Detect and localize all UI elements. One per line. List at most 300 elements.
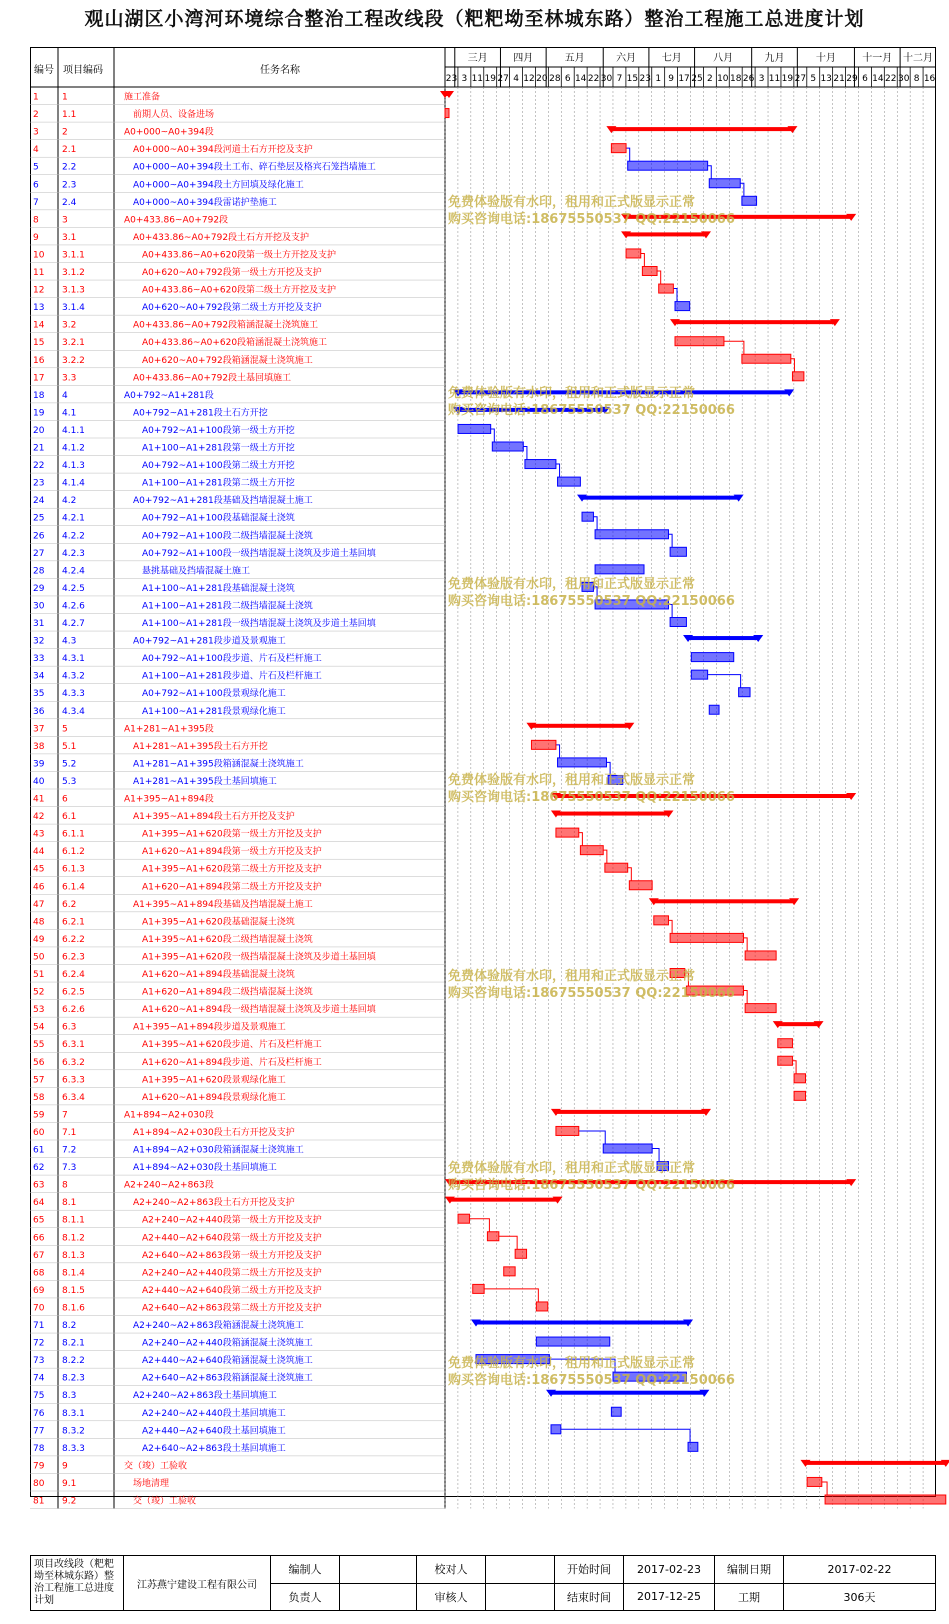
task-number: 48: [33, 917, 45, 928]
task-code: 3: [62, 215, 68, 226]
task-code: 4.2.1: [62, 513, 85, 524]
task-name: A1+395~A1+620段景观绿化施工: [142, 1075, 286, 1086]
dependency-link: [626, 148, 630, 161]
timescale-weeks: [445, 67, 936, 1509]
task-bar: [595, 600, 668, 609]
task-name: A0+000~A0+394段土工布、碎石垫层及格宾石笼挡墙施工: [133, 162, 376, 173]
task-code: 8: [62, 1180, 68, 1191]
page-title: 观山湖区小湾河环境综合整治工程改线段（粑粑坳至林城东路）整治工程施工总进度计划: [84, 8, 865, 30]
dependency-link: [685, 973, 689, 986]
month-label: 十一月: [862, 53, 893, 64]
task-code: 4.2.2: [62, 531, 85, 542]
task-number: 30: [33, 601, 45, 612]
task-name: A1+395~A1+620段步道、片石及栏杆施工: [142, 1040, 322, 1051]
task-bar: [551, 1425, 561, 1434]
task-name: A1+395~A1+894段土石方开挖及支护: [133, 812, 295, 823]
task-name: A2+240~A2+863段箱涵混凝土浇筑施工: [133, 1321, 304, 1331]
summary-bar: [458, 408, 605, 412]
task-bar: [778, 1039, 793, 1048]
task-code: 8.1.1: [62, 1215, 85, 1226]
task-name: A0+792~A1+281段步道及景观施工: [133, 636, 286, 647]
summary-bar: [450, 1180, 851, 1184]
gantt-header: [34, 63, 301, 76]
footer-responsible-value: [340, 1583, 417, 1611]
task-name: A0+433.86~A0+792段土石方开挖及支护: [133, 232, 310, 243]
header-name: 任务名称: [260, 65, 300, 76]
task-code: 6.2.3: [62, 952, 85, 963]
task-bar: [605, 863, 628, 872]
task-name: A1+620~A1+894段第一级土方开挖及支护: [142, 847, 322, 858]
task-code: 9: [62, 1461, 68, 1472]
task-code: 4.2.6: [62, 601, 85, 612]
task-name: A1+100~A1+281段一级挡墙混凝土浇筑及步道土基回填: [142, 619, 376, 629]
task-name: A0+792~A1+100段景观绿化施工: [142, 689, 286, 700]
task-name: A2+240~A2+440段第二级土方开挖及支护: [142, 1268, 322, 1279]
task-name: A0+792~A1+100段步道、片石及栏杆施工: [142, 654, 322, 665]
task-number: 37: [33, 724, 45, 735]
task-name: A1+281~A1+395段土基回填施工: [133, 776, 277, 787]
task-name: A1+620~A1+894段第二级土方开挖及支护: [142, 882, 322, 893]
footer-reviewed-label: 审核人: [417, 1583, 486, 1611]
task-rows: [30, 91, 445, 1509]
task-name: A0+792~A1+100段第二级土方开挖: [142, 461, 295, 472]
summary-bar: [531, 724, 629, 728]
month-label: 五月: [564, 53, 585, 64]
task-number: 53: [33, 1005, 45, 1016]
watermark-line1: 免费体验版有水印，租用和正式版显示正常: [448, 969, 696, 984]
dependency-link: [593, 587, 597, 600]
task-code: 4.2.4: [62, 566, 85, 577]
dependency-link: [668, 604, 672, 617]
task-bar: [608, 775, 623, 784]
task-number: 24: [33, 496, 45, 507]
month-label: 四月: [513, 53, 534, 64]
task-bar: [487, 1232, 498, 1241]
task-code: 3.2.1: [62, 338, 85, 349]
task-name: A1+100~A1+281段基础混凝土浇筑: [142, 583, 295, 594]
dependency-link: [744, 938, 748, 951]
task-name: A0+433.86~A0+620段第一级土方开挖及支护: [142, 250, 337, 261]
task-code: 7.3: [62, 1163, 77, 1174]
footer-checked-label: 校对人: [417, 1556, 486, 1584]
dependency-link: [499, 1236, 517, 1249]
week-label: 23: [639, 74, 652, 84]
task-code: 3.1.2: [62, 268, 85, 278]
task-number: 74: [33, 1373, 45, 1384]
week-label: 6: [564, 74, 571, 84]
dependency-link: [657, 271, 661, 284]
week-label: 4: [513, 74, 519, 84]
dependency-link: [792, 1061, 796, 1074]
task-name: A1+395~A1+620段基础混凝土浇筑: [142, 917, 295, 928]
task-number: 5: [33, 162, 39, 173]
dependency-link: [822, 1482, 827, 1495]
dependency-link: [579, 1131, 605, 1144]
task-number: 25: [33, 513, 45, 524]
task-code: 7: [62, 1110, 68, 1121]
task-code: 8.1.6: [62, 1303, 85, 1314]
task-code: 6.3.3: [62, 1075, 85, 1086]
task-code: 8.2.1: [62, 1338, 85, 1349]
task-code: 4.2.3: [62, 548, 85, 559]
footer-start-value: 2017-02-23: [624, 1556, 715, 1584]
task-name: A0+792~A1+100段一级挡墙混凝土浇筑及步道土基回填: [142, 548, 376, 559]
task-name: A2+240~A2+863段土基回填施工: [133, 1391, 277, 1402]
task-bar: [603, 1144, 652, 1153]
footer-checked-value: [486, 1556, 555, 1584]
task-code: 2: [62, 127, 68, 138]
week-label: 16: [923, 74, 936, 84]
watermark-line2: 购买咨询电话:18675550537 QQ:22150066: [448, 212, 735, 227]
week-label: 12: [523, 74, 535, 84]
task-bars: [440, 91, 949, 1504]
task-code: 8.3.3: [62, 1443, 85, 1454]
month-label: 九月: [764, 53, 785, 64]
footer-reviewed-value: [486, 1583, 555, 1611]
task-code: 3.1.4: [62, 303, 85, 314]
summary-bar: [688, 636, 758, 640]
task-code: 4: [62, 390, 68, 401]
task-code: 6.2.6: [62, 1005, 85, 1016]
task-code: 8.1: [62, 1198, 77, 1209]
week-label: 5: [810, 74, 817, 84]
task-name: 交（竣）工验收: [133, 1496, 197, 1507]
task-bar: [778, 1056, 793, 1065]
task-code: 4.1.3: [62, 461, 85, 472]
task-name: A0+792~A1+281段基础及挡墙混凝土施工: [133, 496, 313, 507]
task-name: A1+100~A1+281段景观绿化施工: [142, 706, 286, 717]
task-code: 8.1.4: [62, 1268, 85, 1279]
task-name: A1+395~A1+894段: [124, 794, 214, 805]
task-number: 58: [33, 1092, 45, 1103]
task-code: 8.3: [62, 1391, 77, 1402]
task-number: 44: [33, 847, 45, 858]
task-code: 6.2: [62, 899, 77, 910]
dependency-link: [668, 534, 672, 547]
task-name: A1+100~A1+281段第一级土方开挖: [142, 443, 295, 454]
task-number: 40: [33, 776, 45, 787]
task-code: 3.1: [62, 232, 77, 243]
task-name: A2+240~A2+440段第一级土方开挖及支护: [142, 1215, 322, 1226]
footer-responsible-label: 负责人: [271, 1583, 340, 1611]
watermark-line1: 免费体验版有水印，租用和正式版显示正常: [448, 386, 696, 401]
week-label: 15: [626, 74, 639, 84]
task-number: 72: [33, 1338, 45, 1349]
task-number: 55: [33, 1040, 45, 1051]
task-bar: [675, 337, 724, 346]
task-name: A2+440~A2+640段箱涵混凝土浇筑施工: [142, 1356, 313, 1367]
task-name: A0+433.86~A0+620段箱涵混凝土浇筑施工: [142, 338, 328, 349]
month-label: 十二月: [903, 53, 934, 64]
week-label: 25: [691, 74, 703, 84]
task-number: 9: [33, 232, 39, 243]
task-number: 76: [33, 1408, 45, 1419]
dependency-link: [606, 762, 610, 775]
task-name: A1+395~A1+620段二级挡墙混凝土浇筑: [142, 934, 313, 945]
task-code: 4.1.1: [62, 425, 85, 436]
task-number: 18: [33, 390, 45, 401]
footer-duration-label: 工期: [715, 1583, 784, 1611]
watermark-line2: 购买咨询电话:18675550537 QQ:22150066: [448, 790, 735, 805]
task-number: 11: [33, 268, 45, 278]
task-name: A1+620~A1+894段二级挡墙混凝土浇筑: [142, 987, 313, 998]
task-name: A1+395~A1+894段步道及景观施工: [133, 1022, 286, 1033]
summary-bar: [458, 390, 789, 394]
week-label: 20: [536, 74, 548, 84]
task-bar: [659, 284, 674, 293]
task-number: 1: [33, 92, 39, 103]
task-bar: [691, 670, 707, 679]
task-number: 46: [33, 882, 45, 893]
task-number: 73: [33, 1356, 45, 1367]
task-number: 27: [33, 548, 45, 559]
task-name: A0+433.86~A0+792段箱涵混凝土浇筑施工: [133, 320, 319, 331]
task-number: 21: [33, 443, 45, 454]
summary-bar: [556, 1110, 706, 1114]
task-code: 6.1.1: [62, 829, 85, 840]
task-code: 5: [62, 724, 68, 735]
task-code: 8.2: [62, 1321, 77, 1331]
task-bar: [670, 547, 686, 556]
footer-compile-date-value: 2017-02-22: [784, 1556, 936, 1584]
week-label: 22: [587, 74, 600, 84]
task-name: A0+792~A1+100段基础混凝土浇筑: [142, 513, 295, 524]
week-label: 10: [717, 74, 729, 84]
task-number: 78: [33, 1443, 45, 1454]
task-code: 5.3: [62, 776, 77, 787]
task-code: 8.3.2: [62, 1426, 85, 1437]
task-code: 4.2.7: [62, 619, 85, 629]
task-number: 3: [33, 127, 39, 138]
task-number: 34: [33, 671, 45, 682]
task-name: 悬挑基础及挡墙混凝土施工: [142, 566, 251, 577]
task-bar: [794, 1074, 805, 1083]
task-code: 6.3.4: [62, 1092, 85, 1103]
task-bar: [504, 1267, 515, 1276]
header-code: 项目编码: [63, 65, 103, 76]
dependency-links: [469, 148, 827, 1495]
dependency-link: [628, 868, 632, 881]
task-bar: [611, 144, 626, 153]
task-name: A2+640~A2+863段第二级土方开挖及支护: [142, 1303, 322, 1314]
task-name: A2+240~A2+440段箱涵混凝土浇筑施工: [142, 1338, 313, 1349]
week-label: 30: [600, 74, 613, 84]
task-name: A1+620~A1+894段步道、片石及栏杆施工: [142, 1057, 322, 1068]
summary-bar: [626, 215, 851, 219]
task-number: 80: [33, 1478, 45, 1489]
task-code: 3.2: [62, 320, 77, 331]
task-code: 8.3.1: [62, 1408, 85, 1419]
task-bar: [742, 196, 757, 205]
watermark-line1: 免费体验版有水印，租用和正式版显示正常: [448, 577, 696, 592]
task-code: 2.4: [62, 197, 77, 208]
week-label: 14: [574, 74, 587, 84]
task-name: A2+440~A2+640段土基回填施工: [142, 1426, 286, 1437]
task-code: 4.2.5: [62, 583, 85, 594]
header-index: 编号: [34, 65, 54, 76]
task-name: A1+281~A1+395段土石方开挖: [133, 741, 268, 752]
watermark-line1: 免费体验版有水印，租用和正式版显示正常: [448, 1161, 696, 1176]
watermark-line1: 免费体验版有水印，租用和正式版显示正常: [448, 1356, 696, 1371]
watermark-line2: 购买咨询电话:18675550537 QQ:22150066: [448, 986, 735, 1001]
task-number: 7: [33, 197, 39, 208]
dependency-link: [579, 833, 583, 846]
footer-start-label: 开始时间: [555, 1556, 624, 1584]
task-name: A1+620~A1+894段景观绿化施工: [142, 1092, 286, 1103]
task-bar: [709, 705, 719, 714]
dependency-link: [668, 920, 672, 933]
task-bar: [709, 179, 740, 188]
task-code: 4.3.2: [62, 671, 85, 682]
task-code: 8.2.2: [62, 1356, 85, 1367]
task-name: A0+433.86~A0+620段第二级土方开挖及支护: [142, 285, 337, 296]
week-label: 19: [484, 74, 496, 84]
week-label: 19: [781, 74, 794, 84]
task-number: 69: [33, 1285, 45, 1296]
dependency-link: [561, 1429, 690, 1442]
footer-end-value: 2017-12-25: [624, 1583, 715, 1611]
summary-bar: [476, 1321, 688, 1325]
summary-bar: [654, 899, 794, 903]
week-label: 11: [768, 74, 781, 84]
task-code: 5.1: [62, 741, 77, 752]
week-label: 9: [668, 74, 674, 84]
task-name: A1+894~A2+030段: [124, 1110, 214, 1121]
task-bar: [626, 249, 641, 258]
task-name: A0+000~A0+394段雷诺护垫施工: [133, 197, 277, 208]
task-name: A1+100~A1+281段步道、片石及栏杆施工: [142, 671, 322, 682]
task-code: 3.3: [62, 373, 77, 384]
task-bar: [670, 933, 743, 942]
task-bar: [531, 740, 555, 749]
task-bar: [792, 372, 803, 381]
footer-project: [31, 1556, 124, 1611]
week-label: 7: [616, 74, 623, 84]
month-label: 十月: [815, 53, 836, 64]
summary-bar: [626, 232, 706, 236]
week-label: 17: [678, 74, 690, 84]
task-number: 52: [33, 987, 45, 998]
task-code: 3.2.2: [62, 355, 85, 366]
task-number: 81: [33, 1496, 45, 1507]
summary-bar: [675, 320, 835, 324]
week-label: 27: [794, 74, 807, 84]
task-number: 61: [33, 1145, 45, 1156]
task-code: 1.1: [62, 110, 77, 121]
task-name: A0+000~A0+394段土方回填及绿化施工: [133, 180, 304, 191]
task-number: 8: [33, 215, 39, 226]
footer-project-name: 改线段（粑粑坳至林城东路）整治工程施工总进度计划: [34, 1559, 114, 1606]
task-bar: [580, 846, 603, 855]
task-bar: [558, 758, 607, 767]
task-number: 33: [33, 654, 45, 665]
task-number: 71: [33, 1321, 45, 1331]
task-number: 62: [33, 1163, 45, 1174]
task-code: 6.1: [62, 812, 77, 823]
task-name: A2+240~A2+440段土基回填施工: [142, 1408, 286, 1419]
watermark-line2: 购买咨询电话:18675550537 QQ:22150066: [448, 403, 735, 418]
task-code: 6.3: [62, 1022, 77, 1033]
week-label: 13: [820, 74, 832, 84]
task-number: 22: [33, 461, 45, 472]
task-number: 68: [33, 1268, 45, 1279]
watermark-line2: 购买咨询电话:18675550537 QQ:22150066: [448, 594, 735, 609]
task-bar: [654, 916, 669, 925]
task-number: 45: [33, 864, 45, 875]
dependency-link: [556, 745, 560, 758]
task-name: A0+620~A0+792段箱涵混凝土浇筑施工: [142, 355, 313, 366]
dependency-link: [724, 341, 744, 354]
task-number: 4: [33, 145, 39, 156]
week-label: 22: [885, 74, 897, 84]
footer-table: [30, 1555, 936, 1611]
task-bar: [556, 828, 579, 837]
task-name: A1+894~A2+030段土基回填施工: [133, 1163, 277, 1174]
month-label: 六月: [616, 53, 637, 64]
watermark-line2: 购买咨询电话:18675550537 QQ:22150066: [448, 1373, 735, 1388]
task-name: A0+433.86~A0+792段土基回填施工: [133, 373, 292, 384]
task-code: 4.2: [62, 496, 77, 507]
task-code: 8.1.2: [62, 1233, 85, 1244]
task-number: 26: [33, 531, 45, 542]
task-number: 36: [33, 706, 45, 717]
task-bar: [611, 1407, 621, 1416]
task-name: A0+792~A1+100段第一级土方开挖: [142, 425, 295, 436]
task-code: 7.1: [62, 1127, 77, 1138]
week-label: 1: [655, 74, 662, 84]
task-code: 6.2.2: [62, 934, 85, 945]
task-code: 8.2.3: [62, 1373, 85, 1384]
task-name: A2+640~A2+863段第一级土方开挖及支护: [142, 1250, 322, 1261]
task-number: 28: [33, 566, 45, 577]
task-number: 75: [33, 1391, 45, 1402]
summary-bar: [556, 794, 851, 798]
task-name: A0+620~A0+792段第一级土方开挖及支护: [142, 268, 322, 278]
task-bar: [742, 354, 791, 363]
task-name: A1+100~A1+281段第二级土方开挖: [142, 478, 295, 489]
task-number: 70: [33, 1303, 45, 1314]
task-code: 6.2.4: [62, 970, 85, 980]
month-label: 七月: [661, 53, 682, 64]
footer-compiled-label: 编制人: [271, 1556, 340, 1584]
task-code: 4.1: [62, 408, 77, 419]
task-number: 64: [33, 1198, 45, 1209]
task-name: A2+440~A2+640段第一级土方开挖及支护: [142, 1233, 322, 1244]
task-number: 51: [33, 970, 45, 980]
task-name: A1+100~A1+281段二级挡墙混凝土浇筑: [142, 601, 313, 612]
task-bar: [558, 477, 581, 486]
task-bar: [613, 1372, 686, 1381]
footer-project-prefix: 项目: [34, 1559, 54, 1570]
week-label: 8: [913, 74, 920, 84]
task-name: A1+620~A1+894段一级挡墙混凝土浇筑及步道土基回填: [142, 1005, 376, 1016]
task-number: 50: [33, 952, 45, 963]
month-label: 三月: [467, 53, 488, 64]
task-number: 43: [33, 829, 45, 840]
task-code: 6.2.1: [62, 917, 85, 928]
task-number: 65: [33, 1215, 45, 1226]
summary-bar: [551, 1391, 704, 1395]
task-name: A1+395~A1+620段第二级土方开挖及支护: [142, 864, 322, 875]
task-number: 67: [33, 1250, 45, 1261]
task-name: A2+440~A2+640段第二级土方开挖及支护: [142, 1285, 322, 1296]
week-label: 28: [549, 74, 561, 84]
task-name: A2+640~A2+863段箱涵混凝土浇筑施工: [142, 1373, 313, 1384]
task-number: 77: [33, 1426, 45, 1437]
task-number: 29: [33, 583, 45, 594]
task-name: A2+640~A2+863段土基回填施工: [142, 1443, 286, 1454]
task-code: 6.1.3: [62, 864, 85, 875]
